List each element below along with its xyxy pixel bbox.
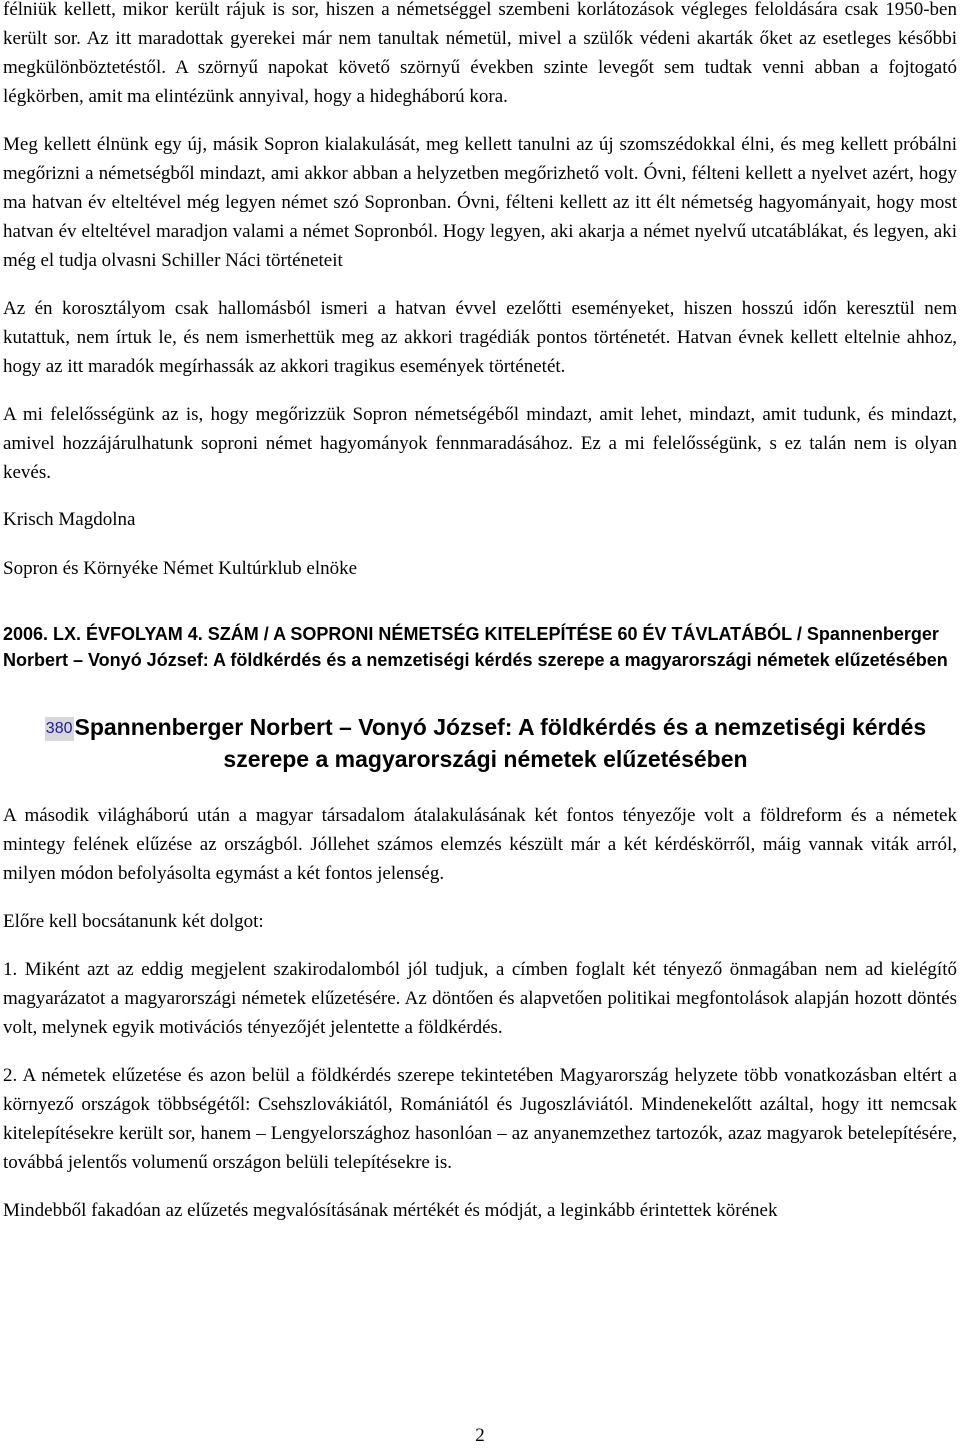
page-reference-link[interactable]: 380 [45,717,74,741]
article-heading [3,711,957,775]
paragraph-4: A mi felelősségünk az is, hogy megőrizzük Sopron németségéből mindazt, amit lehet, mindazt, amit tudunk, és mindazt, amivel hozzájárulhatunk soproni német hagyományok fennmaradásához. Ez a mi felelősségünk, s ez talán nem is olyan kevés. [3,404,957,483]
issue-line: 2006. LX. ÉVFOLYAM 4. SZÁM / A SOPRONI NÉMETSÉG KITELEPÍTÉSE 60 ÉV TÁVLATÁBÓL / Spannenberger Norbert – Vonyó József: A földkérdés és a nemzetiségi kérdés szerepe a magyarországi németek elűzetésében [3,624,948,670]
page-number: 2 [475,1425,485,1446]
article-paragraph-4: 2. A németek elűzetése és azon belül a földkérdés szerepe tekintetében Magyarország helyzete több vonatkozásban eltért a környező országok többségétől: Csehszlovákiától, Romániától és Jugoszláviától. Mindenekelőtt azáltal, hogy itt nemcsak kitelepítésekre került sor, hanem – Lengyelországhoz hasonlóan – az anyanemzethez tartozók, azaz magyarok betelepítésére, továbbá jelentős volumenű országon belüli telepítésekre is. [3,1065,957,1173]
article-paragraph-5: Mindebből fakadóan az elűzetés megvalósításának mértékét és módját, a leginkább érintettek körének [3,1200,778,1221]
article-paragraph-3: 1. Miként azt az eddig megjelent szakirodalomból jól tudjuk, a címben foglalt két tényező önmagában nem ad kielégítő magyarázatot a magyarországi németek elűzetésére. Az döntően és alapvetően politikai megfontolások alapján hozott döntés volt, melynek egyik motivációs tényezőjét jelentette a földkérdés. [3,959,957,1038]
article-title: Spannenberger Norbert – Vonyó József: A földkérdés és a nemzetiségi kérdés szerepe a magyarországi németek elűzetésében [74,714,927,772]
paragraph-1: félniük kellett, mikor került rájuk is sor, hiszen a németséggel szembeni korlátozások végleges feloldására csak 1950-ben került sor. Az itt maradottak gyerekei már nem tanultak németül, mivel a szülők védeni akarták őket az esetleges későbbi megkülönböztetéstől. A szörnyű napokat követő szörnyű években szinte levegőt sem tudtak venni abban a fojtogató légkörben, amit ma elintézünk annyival, hogy a hidegháború kora. [3,0,957,107]
signature-role: Sopron és Környéke Német Kultúrklub elnöke [3,558,358,579]
paragraph-3: Az én korosztályom csak hallomásból ismeri a hatvan évvel ezelőtti eseményeket, hiszen hosszú időn keresztül nem kutattuk, nem írtuk le, és nem ismerhettük meg az akkori tragédiák pontos történetét. Hatvan évnek kellett eltelnie ahhoz, hogy az itt maradók megírhassák az akkori tragikus események történetét. [3,298,957,377]
article-paragraph-1: A második világháború után a magyar társadalom átalakulásának két fontos tényezője volt a földreform és a németek mintegy felének elűzése az országból. Jóllehet számos elemzés készült már a két kérdéskörről, máig vannak viták arról, milyen módon befolyásolta egymást a két fontos jelenség. [3,805,957,884]
signature-name: Krisch Magdolna [3,509,136,530]
document-page [3,0,957,1225]
article-paragraph-2: Előre kell bocsátanunk két dolgot: [3,911,264,932]
paragraph-2: Meg kellett élnünk egy új, másik Sopron kialakulását, meg kellett tanulni az új szomszédokkal élni, és meg kellett próbálni megőrizni a németségből mindazt, ami akkor abban a helyzetben megőrizhető volt. Óvni, félteni kellett a nyelvet azért, hogy ma hatvan év elteltével még legyen német szó Sopronban. Óvni, félteni kellett az itt élt németség hagyományait, hogy most hatvan év elteltével maradjon valami a német Sopronból. Hogy legyen, aki akarja a német nyelvű utcatáblákat, és legyen, aki még el tudja olvasni Schiller Náci történeteit [3,134,957,271]
